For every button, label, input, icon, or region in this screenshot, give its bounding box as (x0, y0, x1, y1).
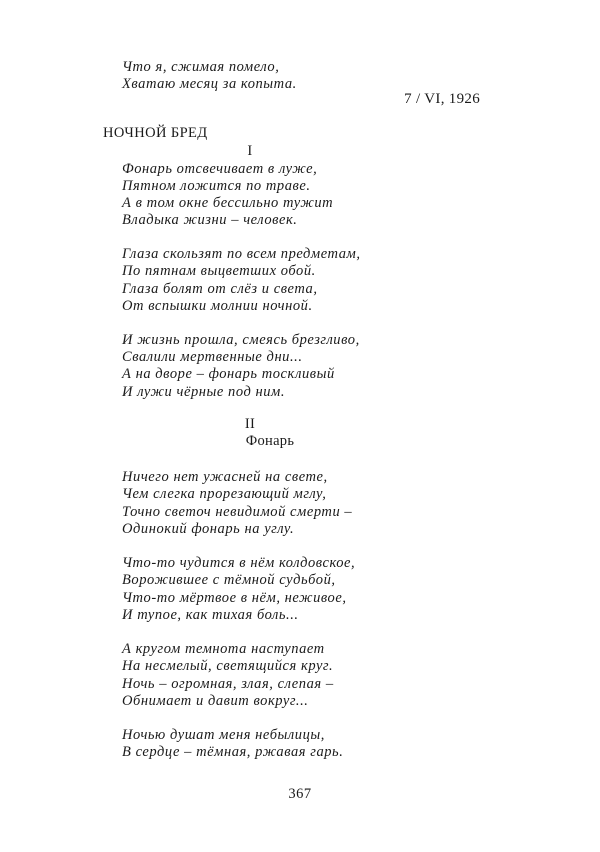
verse-line: И лужи чёрные под ним. (122, 384, 286, 400)
part-numeral: II (244, 416, 256, 432)
verse-line: Владыка жизни – человек. (122, 212, 298, 228)
verse-line: Ночью душат меня небылицы, (122, 727, 325, 743)
verse-line: Точно светоч невидимой смерти – (122, 504, 353, 520)
verse-line: Свалили мертвенные дни... (122, 349, 303, 365)
poem-title: НОЧНОЙ БРЕД (103, 125, 208, 141)
verse-line: Что я, сжимая помело, (122, 59, 280, 75)
verse-line: А кругом темнота наступает (122, 641, 325, 657)
verse-line: А в том окне бессильно тужит (122, 195, 334, 211)
verse-line: Что-то мёртвое в нём, неживое, (122, 590, 347, 606)
verse-line: Обнимает и давит вокруг... (122, 693, 309, 709)
verse-line: Ворожившее с тёмной судьбой, (122, 572, 336, 588)
verse-line: Ничего нет ужасней на свете, (122, 469, 328, 485)
verse-line: Ночь – огромная, злая, слепая – (122, 676, 334, 692)
verse-line: А на дворе – фонарь тоскливый (122, 366, 335, 382)
verse-line: Пятном ложится по траве. (122, 178, 311, 194)
part-subtitle: Фонарь (245, 433, 295, 449)
verse-line: Фонарь отсвечивает в луже, (122, 161, 318, 177)
part-numeral: I (247, 143, 253, 159)
verse-line: По пятнам выцветших обой. (122, 263, 316, 279)
verse-line: Глаза болят от слёз и света, (122, 281, 318, 297)
verse-line: Чем слегка прорезающий мглу, (122, 486, 327, 502)
verse-line: Хватаю месяц за копыта. (122, 76, 297, 92)
verse-line: И жизнь прошла, смеясь брезгливо, (122, 332, 360, 348)
verse-line: Что-то чудится в нём колдовское, (122, 555, 356, 571)
poem-date: 7 / VI, 1926 (404, 91, 480, 107)
verse-line: Одинокий фонарь на углу. (122, 521, 295, 537)
verse-line: Глаза скользят по всем предметам, (122, 246, 361, 262)
verse-line: На несмелый, светящийся круг. (122, 658, 334, 674)
page-number: 367 (288, 786, 312, 802)
verse-line: В сердце – тёмная, ржавая гарь. (122, 744, 344, 760)
verse-line: От вспышки молнии ночной. (122, 298, 313, 314)
verse-line: И тупое, как тихая боль... (122, 607, 299, 623)
